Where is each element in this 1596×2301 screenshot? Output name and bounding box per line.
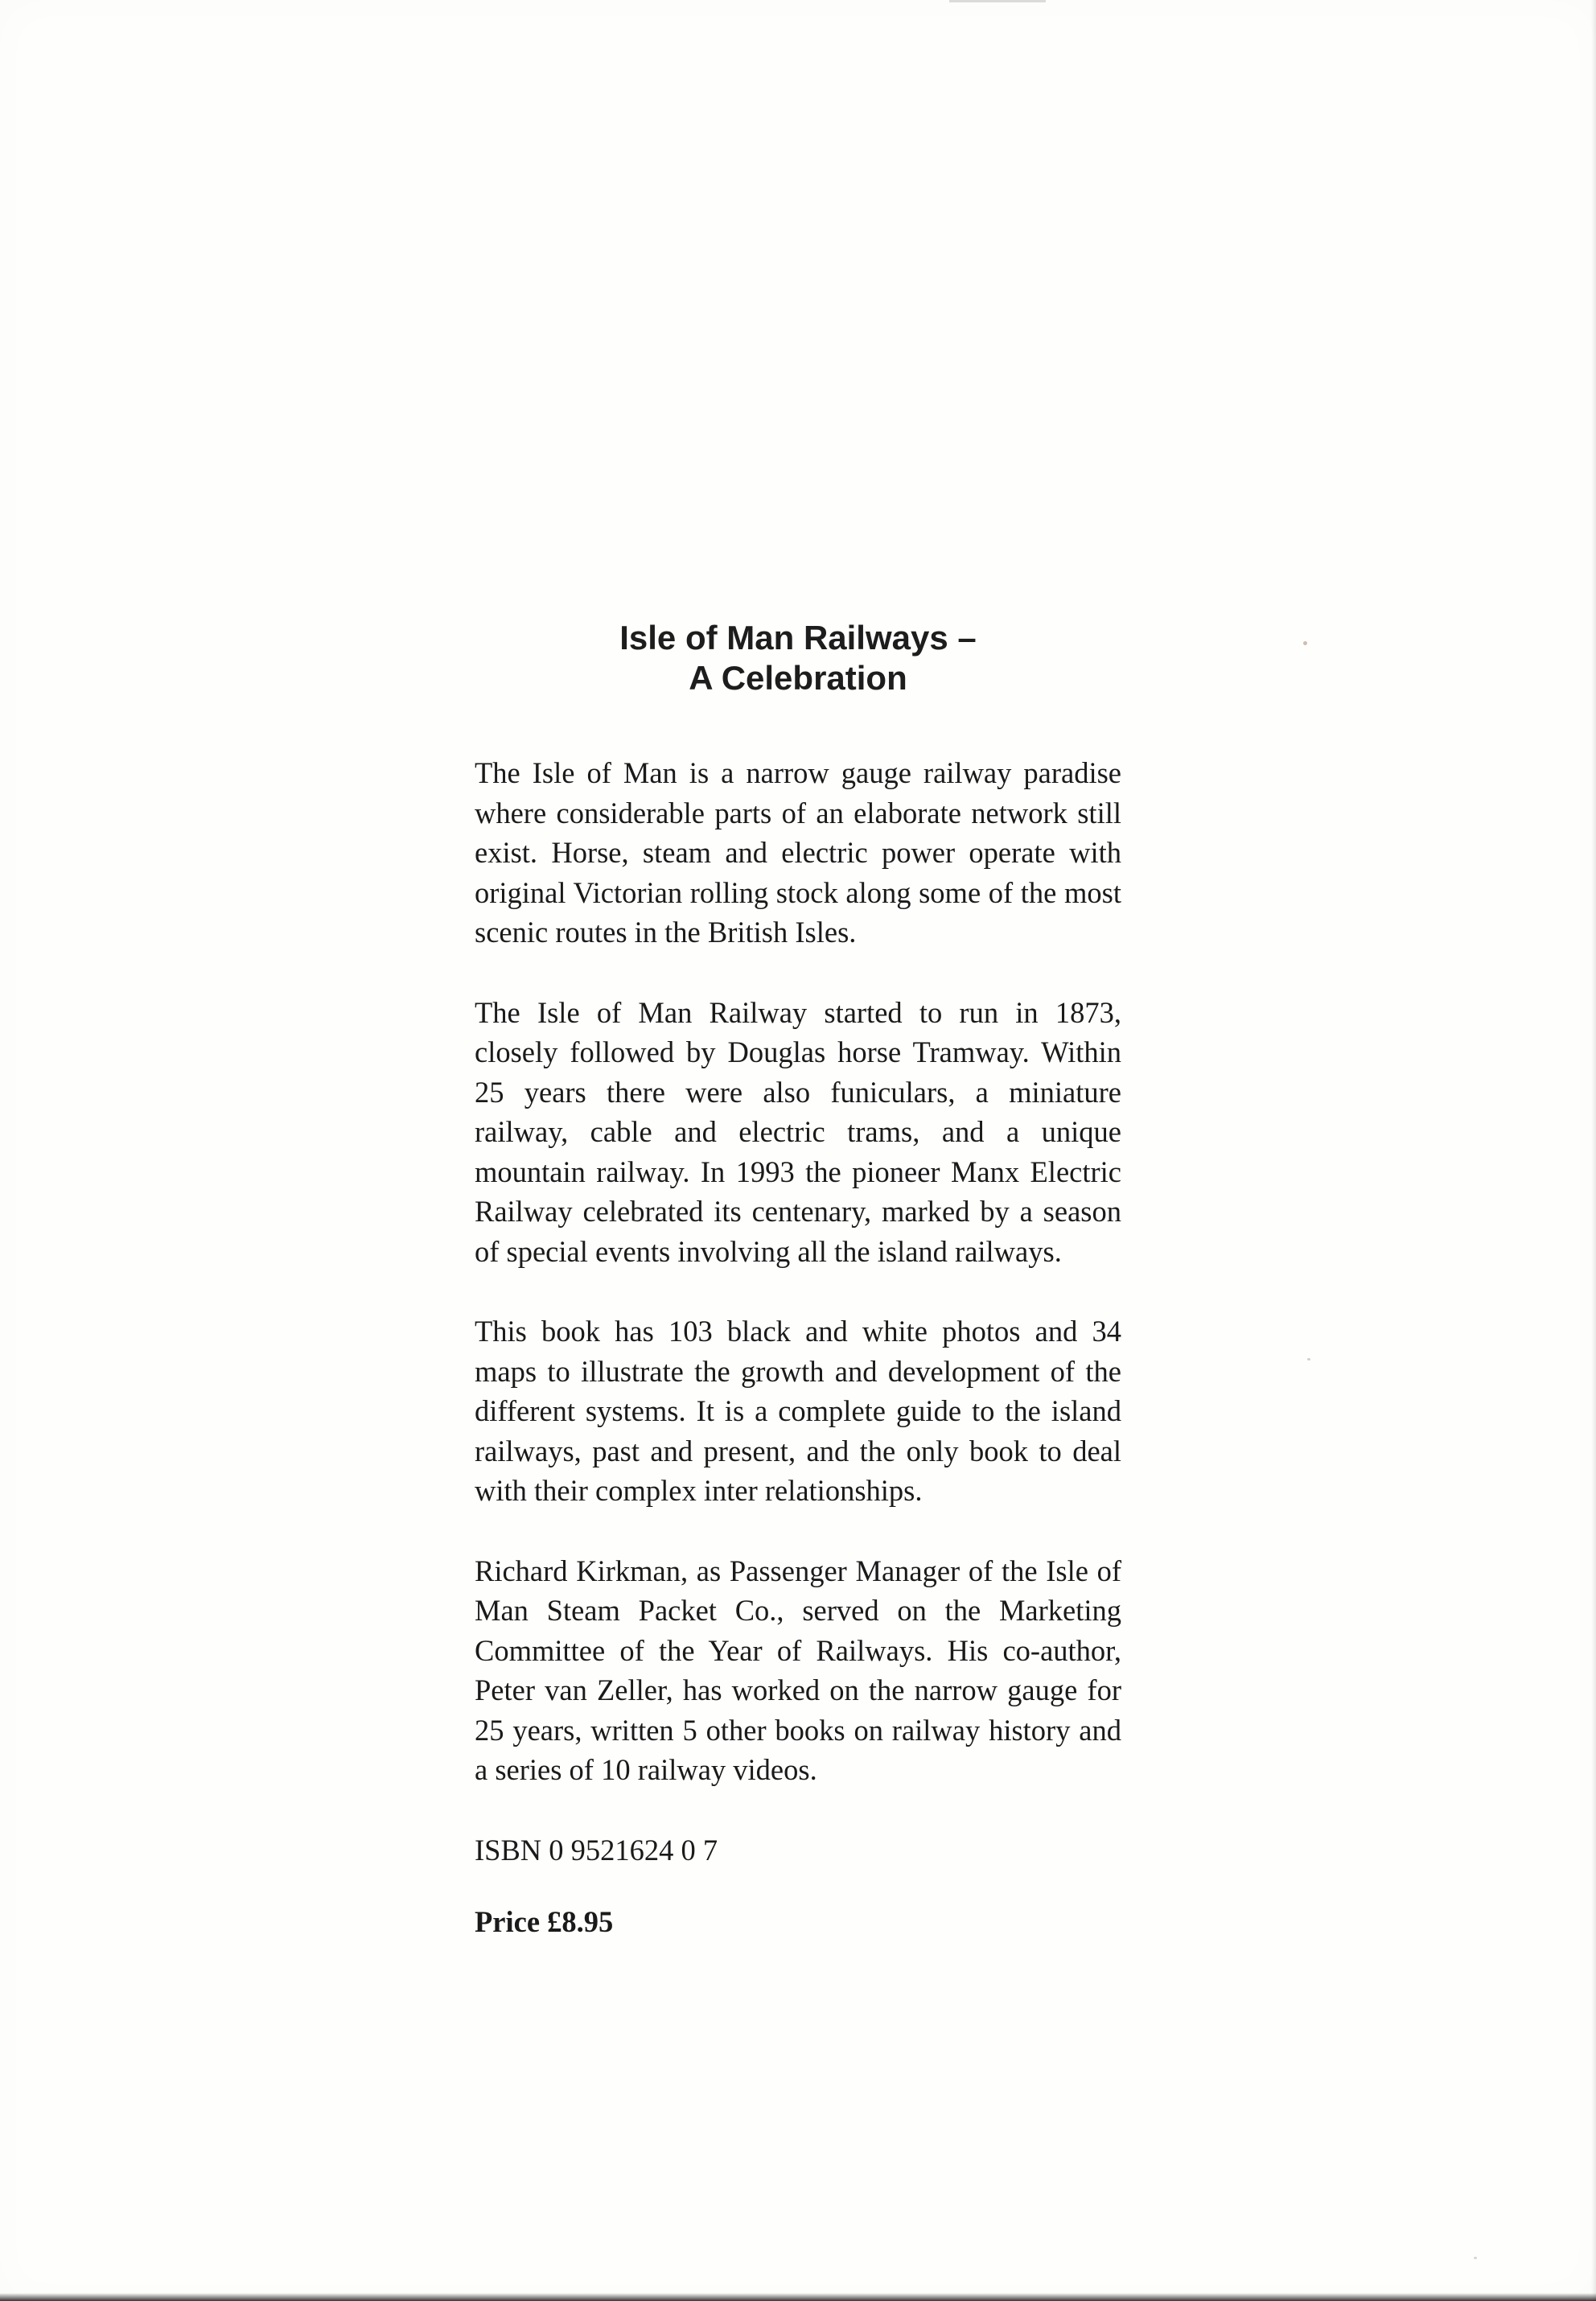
paper-speck (1307, 1358, 1310, 1360)
price: Price £8.95 (475, 1905, 614, 1938)
isbn: ISBN 0 9521624 0 7 (475, 1833, 718, 1867)
title-line-1: Isle of Man Railways – (619, 619, 977, 657)
paper-speck (1303, 641, 1307, 645)
blurb-paragraph-intro: The Isle of Man is a narrow gauge railway paradise where considerable parts of an elaborate network still exist. Horse, steam and electric power operate with original Victorian rolling stock along some of the most scenic routes in the British Isles. (475, 756, 1121, 949)
title-line-2: A Celebration (689, 659, 907, 697)
page-edge-shadow (1591, 0, 1596, 2301)
blurb-paragraph-history: The Isle of Man Railway started to run in 1873, closely followed by Douglas horse Tramway. Within 25 years there were also funiculars, a miniature railway, cable and electric trams, and a unique mountain railway. In 1993 the pioneer Manx Electric Railway celebrated its centenary, marked by a season of special events involving all the island railways. (475, 995, 1121, 1268)
blurb-paragraph-authors: Richard Kirkman, as Passenger Manager of the Isle of Man Steam Packet Co., served on the Marketing Committee of the Year of Railways. His co-author, Peter van Zeller, has worked on the narrow gauge for 25 years, written 5 other books on railway history and a series of 10 railway videos. (475, 1554, 1121, 1786)
bottom-edge (0, 2293, 1596, 2301)
blurb-paragraph-contents: This book has 103 black and white photos and 34 maps to illustrate the growth and development of the different systems. It is a complete guide to the island railways, past and present, and the only book to deal with their complex inter relationships. (475, 1315, 1121, 1507)
book-title (475, 618, 1121, 698)
paper-speck (1474, 2257, 1477, 2259)
scan-blemish (949, 0, 1046, 2)
blurb (475, 753, 1121, 1942)
